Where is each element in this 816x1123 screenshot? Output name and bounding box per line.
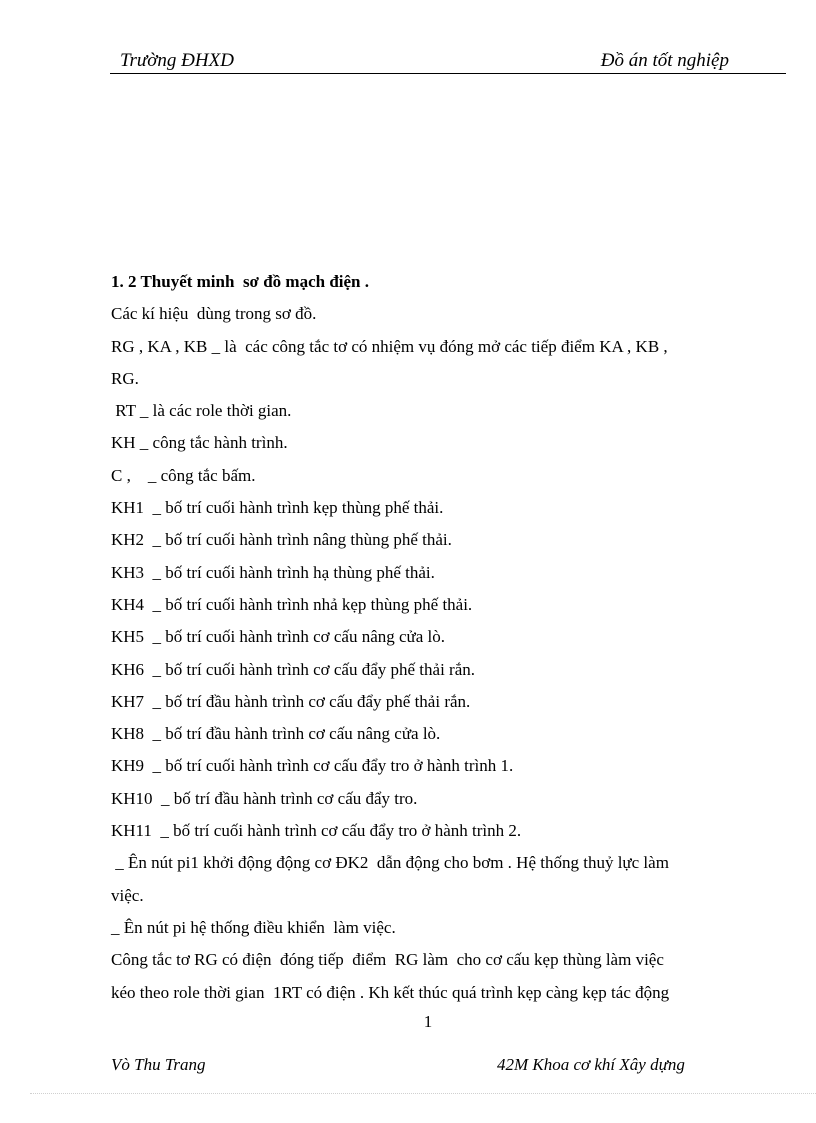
body-line: KH9 _ bố trí cuối hành trình cơ cấu đẩy tro ở hành trình 1.: [111, 756, 514, 776]
body-line: RT _ là các role thời gian.: [111, 401, 292, 421]
body-line: Công tắc tơ RG có điện đóng tiếp điểm RG làm cho cơ cấu kẹp thùng làm việc: [111, 950, 664, 970]
body-line: C , _ công tắc bấm.: [111, 465, 256, 485]
body-line: kéo theo role thời gian 1RT có điện . Kh kết thúc quá trình kẹp càng kẹp tác động: [111, 982, 670, 1002]
body-line: Các kí hiệu dùng trong sơ đồ.: [111, 304, 317, 324]
header-school: Trường ĐHXD: [120, 50, 234, 71]
body-line: _ Ên nút pi hệ thống điều khiển làm việc.: [111, 917, 396, 937]
body-line: KH10 _ bố trí đầu hành trình cơ cấu đẩy tro.: [111, 788, 418, 808]
body-line: việc.: [111, 885, 144, 905]
body-line: _ Ên nút pi1 khởi động động cơ ĐK2 dẫn động cho bơm . Hệ thống thuỷ lực làm: [111, 853, 669, 873]
body-line: KH3 _ bố trí cuối hành trình hạ thùng phế thải.: [111, 562, 435, 582]
page-header: [110, 49, 786, 74]
document-body: [111, 266, 763, 1009]
body-line: KH11 _ bố trí cuối hành trình cơ cấu đẩy tro ở hành trình 2.: [111, 821, 522, 841]
body-line: KH _ công tắc hành trình.: [111, 433, 288, 453]
body-line: KH4 _ bố trí cuối hành trình nhả kẹp thùng phế thải.: [111, 594, 473, 614]
body-line: RG.: [111, 368, 139, 388]
body-line: RG , KA , KB _ là các công tắc tơ có nhiệm vụ đóng mở các tiếp điểm KA , KB ,: [111, 336, 668, 356]
body-line: KH1 _ bố trí cuối hành trình kẹp thùng phế thải.: [111, 498, 444, 518]
body-line: KH8 _ bố trí đầu hành trình cơ cấu nâng cửa lò.: [111, 724, 441, 744]
body-line: KH5 _ bố trí cuối hành trình cơ cấu nâng cửa lò.: [111, 627, 446, 647]
footer-author: Vò Thu Trang: [111, 1055, 206, 1074]
body-line: KH2 _ bố trí cuối hành trình nâng thùng phế thải.: [111, 530, 452, 550]
header-document-type: Đồ án tốt nghiệp: [600, 50, 729, 71]
footer-department: 42M Khoa cơ khí Xây dựng: [497, 1055, 685, 1074]
body-line: KH6 _ bố trí cuối hành trình cơ cấu đẩy phế thải rắn.: [111, 659, 475, 679]
section-heading: 1. 2 Thuyết minh sơ đồ mạch điện .: [111, 272, 370, 291]
body-line: KH7 _ bố trí đầu hành trình cơ cấu đẩy phế thải rắn.: [111, 691, 471, 711]
page-number: 1: [423, 1012, 433, 1031]
page-bottom-divider: [30, 1093, 816, 1094]
